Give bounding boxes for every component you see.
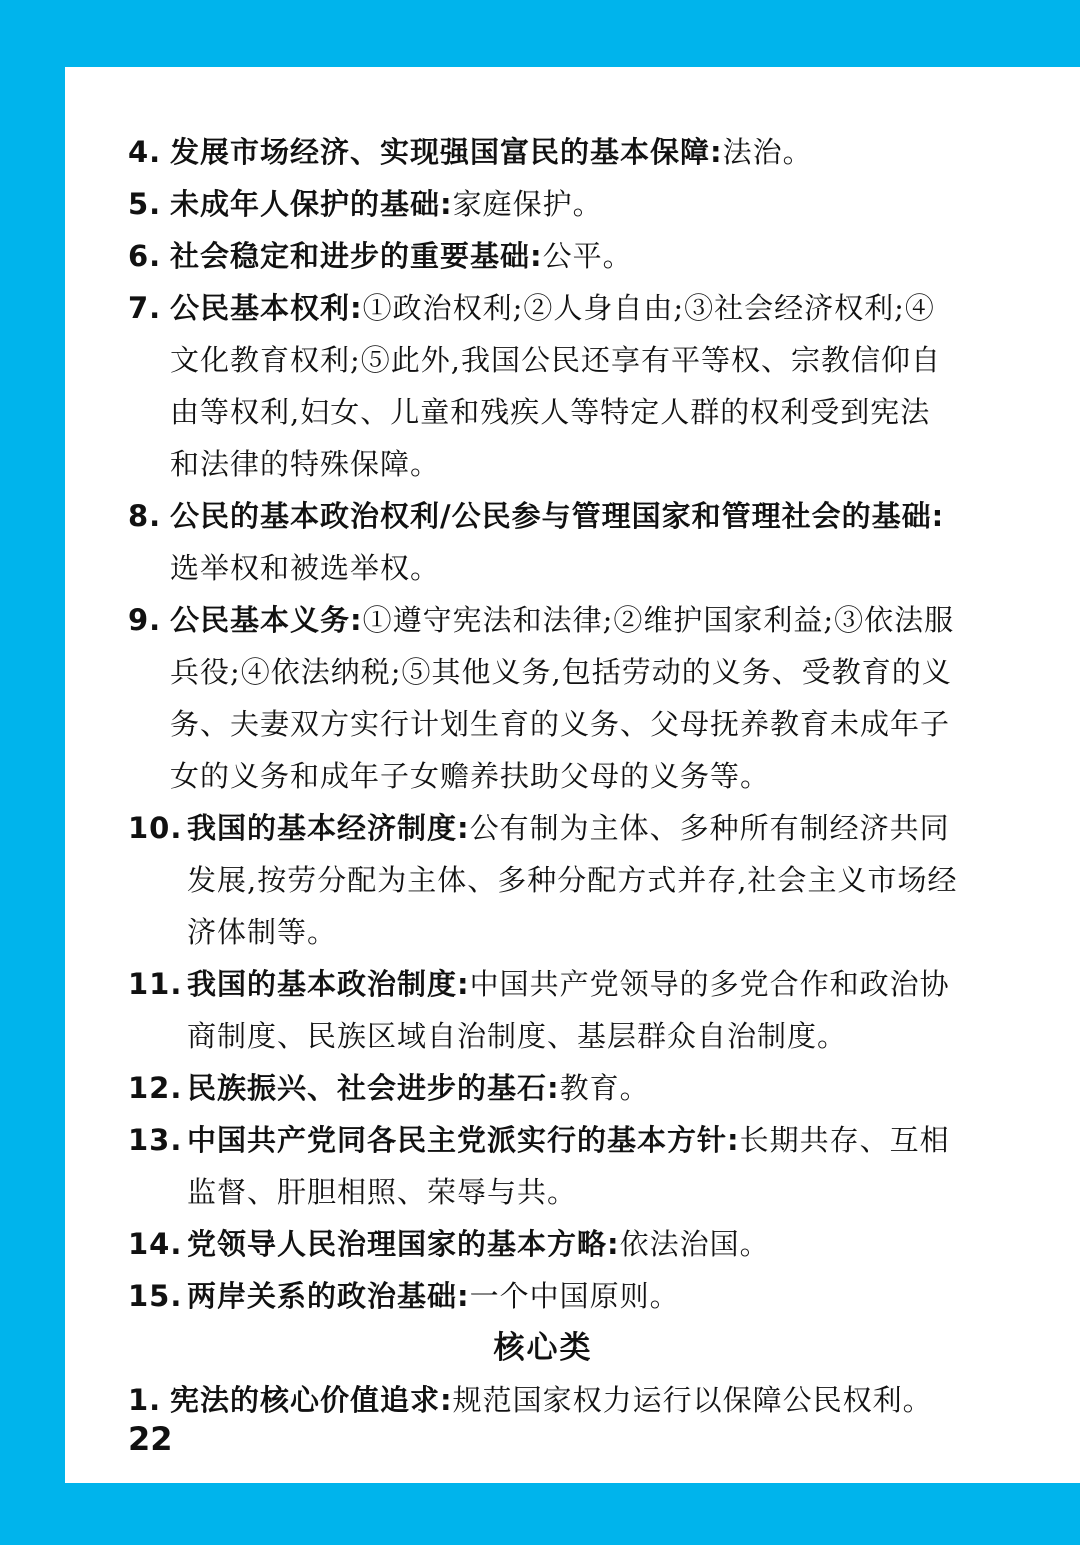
item-number: 5. <box>128 187 162 221</box>
item-number: 11. <box>128 967 183 1001</box>
item-term: 发展市场经济、实现强国富民的基本保障: <box>170 135 723 169</box>
list-item <box>128 1218 958 1270</box>
item-term: 公民基本权利: <box>170 291 363 325</box>
item-number: 12. <box>128 1071 183 1105</box>
list-item <box>128 1270 958 1322</box>
item-text: 家庭保护。 <box>452 187 603 221</box>
content <box>128 126 958 1426</box>
item-text: 公平。 <box>542 239 633 273</box>
item-term: 公民的基本政治权利/公民参与管理国家和管理社会的基础: <box>170 499 945 533</box>
item-term: 公民基本义务: <box>170 603 363 637</box>
item-text: 选举权和被选举权。 <box>170 551 441 585</box>
item-term: 两岸关系的政治基础: <box>187 1279 470 1313</box>
item-term: 我国的基本经济制度: <box>187 811 470 845</box>
list-item <box>128 958 958 1062</box>
item-number: 10. <box>128 811 183 845</box>
item-text: 规范国家权力运行以保障公民权利。 <box>452 1383 933 1417</box>
list-item <box>128 594 958 802</box>
list-item <box>128 490 958 594</box>
list-item <box>128 282 958 490</box>
list-item <box>128 230 958 282</box>
item-text: 教育。 <box>559 1071 650 1105</box>
item-number: 8. <box>128 499 162 533</box>
item-term: 民族振兴、社会进步的基石: <box>187 1071 560 1105</box>
item-text: ①遵守宪法和法律;②维护国家利益;③依法服兵役;④依法纳税;⑤其他义务,包括劳动的义务、受教育的义务、夫妻双方实行计划生育的义务、父母抚养教育未成年子女的义务和成年子女赡养扶助父母的义务等。 <box>170 603 955 793</box>
list-item <box>128 802 958 958</box>
item-term: 未成年人保护的基础: <box>170 187 453 221</box>
page-number: 22 <box>128 1420 173 1458</box>
item-term: 中国共产党同各民主党派实行的基本方针: <box>187 1123 740 1157</box>
list-item <box>128 1062 958 1114</box>
item-term: 社会稳定和进步的重要基础: <box>170 239 543 273</box>
item-text: ①政治权利;②人身自由;③社会经济权利;④文化教育权利;⑤此外,我国公民还享有平等权、宗教信仰自由等权利,妇女、儿童和残疾人等特定人群的权利受到宪法和法律的特殊保障。 <box>170 291 941 481</box>
item-term: 宪法的核心价值追求: <box>170 1383 453 1417</box>
item-number: 1. <box>128 1383 162 1417</box>
item-term: 党领导人民治理国家的基本方略: <box>187 1227 620 1261</box>
section-title: 核心类 <box>493 1330 593 1366</box>
item-number: 13. <box>128 1123 183 1157</box>
item-number: 6. <box>128 239 162 273</box>
item-number: 9. <box>128 603 162 637</box>
list-item <box>128 178 958 230</box>
item-number: 7. <box>128 291 162 325</box>
list-item <box>128 1374 958 1426</box>
item-number: 14. <box>128 1227 183 1261</box>
item-term: 我国的基本政治制度: <box>187 967 470 1001</box>
list-item <box>128 126 958 178</box>
item-text: 依法治国。 <box>619 1227 770 1261</box>
item-number: 4. <box>128 135 162 169</box>
list-item <box>128 1114 958 1218</box>
item-text: 中国共产党领导的多党合作和政治协商制度、民族区域自治制度、基层群众自治制度。 <box>187 967 950 1053</box>
item-text: 长期共存、互相监督、肝胆相照、荣辱与共。 <box>187 1123 950 1209</box>
item-text: 公有制为主体、多种所有制经济共同发展,按劳分配为主体、多种分配方式并存,社会主义市场经济体制等。 <box>187 811 958 949</box>
item-text: 一个中国原则。 <box>469 1279 680 1313</box>
item-text: 法治。 <box>722 135 813 169</box>
item-number: 15. <box>128 1279 183 1313</box>
